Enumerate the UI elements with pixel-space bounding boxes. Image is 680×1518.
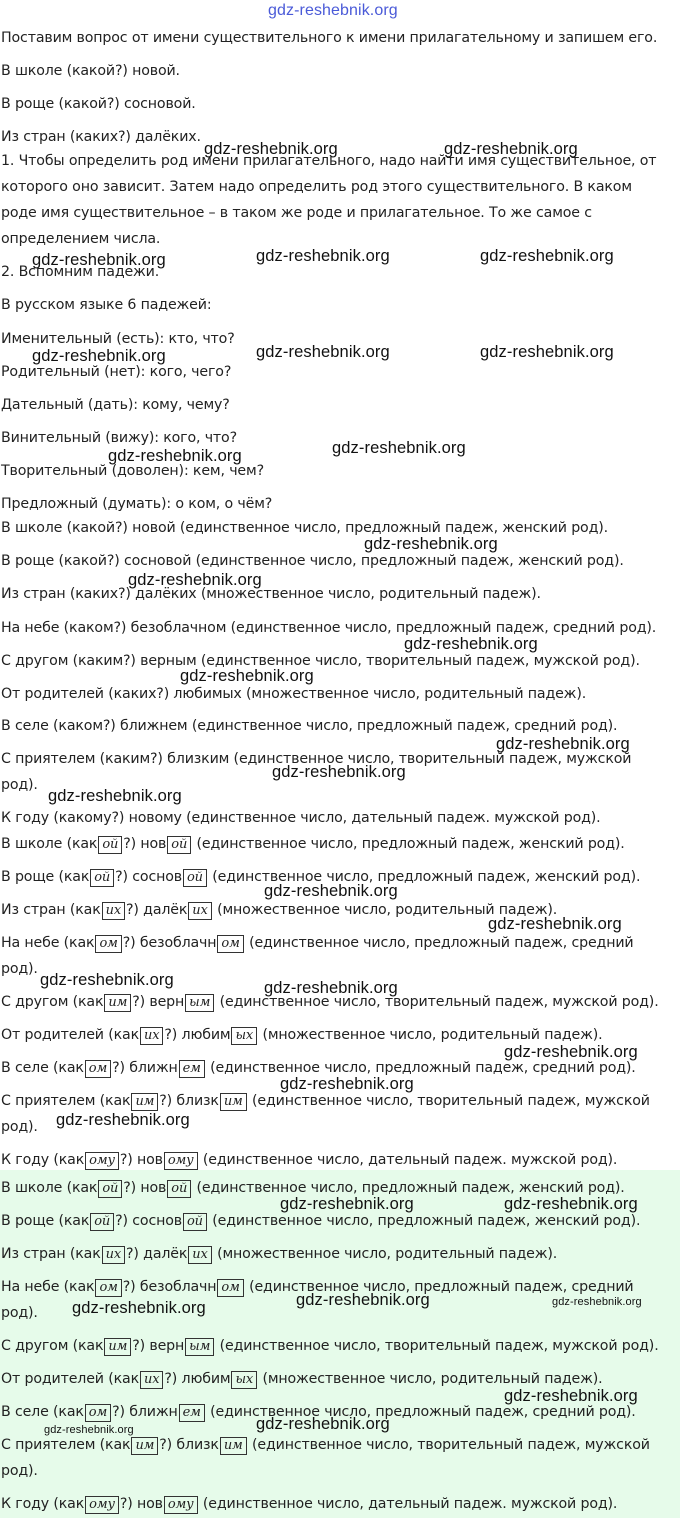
ending-box: ом xyxy=(85,1060,111,1078)
analysis-line: С другом (каким?) верным (единственное число, творительный падеж, мужской род). xyxy=(1,653,640,669)
watermark: gdz-reshebnik.org xyxy=(552,1296,642,1308)
ending-box: им xyxy=(131,1093,158,1111)
ending-box: их xyxy=(188,902,211,920)
question-line: В школе (какой?) новой. xyxy=(1,63,180,79)
ending-line: К году (как ому ?) нов ому (единственное число, дательный падеж. мужской род). xyxy=(1,1152,618,1168)
watermark: gdz-reshebnik.org xyxy=(40,971,174,989)
watermark: gdz-reshebnik.org xyxy=(256,1415,390,1433)
ending-box: их xyxy=(102,1246,125,1264)
analysis-line: В роще (какой?) сосновой (единственное число, предложный падеж, женский род). xyxy=(1,553,624,569)
ending-box: ой xyxy=(167,836,191,854)
ending-box: ой xyxy=(90,1213,114,1231)
ending-box: ой xyxy=(98,1180,122,1198)
ending-line: С приятелем (как им ?) близк им (единственное число, творительный падеж, мужской xyxy=(1,1093,650,1109)
ending-line: С другом (как им ?) верн ым (единственное число, творительный падеж, мужской род). xyxy=(1,1338,659,1354)
watermark: gdz-reshebnik.org xyxy=(108,447,242,465)
ending-box: ой xyxy=(90,869,114,887)
ending-box: им xyxy=(104,1338,131,1356)
ending-line: В роще (как ой ?) соснов ой (единственное число, предложный падеж, женский род). xyxy=(1,1213,641,1229)
watermark: gdz-reshebnik.org xyxy=(56,1111,190,1129)
ending-box: ых xyxy=(231,1027,257,1045)
watermark: gdz-reshebnik.org xyxy=(488,915,622,933)
ending-line: От родителей (как их ?) любим ых (множественное число, родительный падеж). xyxy=(1,1027,603,1043)
ending-box: ым xyxy=(185,994,214,1012)
ending-box: им xyxy=(220,1093,247,1111)
ending-line: С приятелем (как им ?) близк им (единственное число, творительный падеж, мужской xyxy=(1,1437,650,1453)
ending-box: ому xyxy=(164,1152,198,1170)
analysis-line: С приятелем (каким?) близким (единственное число, творительный падеж, мужской xyxy=(1,751,632,767)
case-item: Дательный (дать): кому, чему? xyxy=(1,397,230,413)
ending-box: ом xyxy=(95,1279,121,1297)
ending-line: От родителей (как их ?) любим ых (множественное число, родительный падеж). xyxy=(1,1371,603,1387)
rule-text: которого оно зависит. Затем надо определить род этого существительного. В каком xyxy=(1,179,632,195)
watermark: gdz-reshebnik.org xyxy=(332,439,466,457)
watermark: gdz-reshebnik.org xyxy=(204,140,338,158)
cases-intro: В русском языке 6 падежей: xyxy=(1,297,212,313)
watermark: gdz-reshebnik.org xyxy=(280,1075,414,1093)
watermark: gdz-reshebnik.org xyxy=(496,735,630,753)
rule-heading: 2. Вспомним падежи. xyxy=(1,264,160,280)
ending-line: К году (как ому ?) нов ому (единственное число, дательный падеж. мужской род). xyxy=(1,1496,618,1512)
analysis-line: род). xyxy=(1,777,38,793)
ending-box: ым xyxy=(185,1338,214,1356)
ending-box: ому xyxy=(164,1496,198,1514)
case-item: Именительный (есть): кто, что? xyxy=(1,331,235,347)
ending-line: На небе (как ом ?) безоблачн ом (единственное число, предложный падеж, средний xyxy=(1,1279,634,1295)
ending-box: их xyxy=(102,902,125,920)
ending-line: С другом (как им ?) верн ым (единственное число, творительный падеж, мужской род). xyxy=(1,994,659,1010)
case-item: Предложный (думать): о ком, о чём? xyxy=(1,496,273,512)
watermark: gdz-reshebnik.org xyxy=(504,1195,638,1213)
analysis-line: От родителей (каких?) любимых (множественное число, родительный падеж). xyxy=(1,686,587,702)
ending-box: им xyxy=(220,1437,247,1455)
analysis-line: К году (какому?) новому (единственное число, дательный падеж. мужской род). xyxy=(1,810,601,826)
rule-text: определением числа. xyxy=(1,231,161,247)
ending-line-wrap: род). xyxy=(1,1305,38,1321)
watermark: gdz-reshebnik.org xyxy=(128,571,262,589)
ending-line: В роще (как ой ?) соснов ой (единственное число, предложный падеж, женский род). xyxy=(1,869,641,885)
intro-text: Поставим вопрос от имени существительного к имени прилагательному и запишем его. xyxy=(1,30,658,46)
ending-box: ем xyxy=(179,1404,205,1422)
ending-box: ом xyxy=(217,935,243,953)
ending-box: ом xyxy=(217,1279,243,1297)
watermark: gdz-reshebnik.org xyxy=(444,140,578,158)
ending-box: ом xyxy=(95,935,121,953)
analysis-line: В школе (какой?) новой (единственное число, предложный падеж, женский род). xyxy=(1,520,608,536)
analysis-line: На небе (каком?) безоблачном (единственное число, предложный падеж, средний род). xyxy=(1,620,657,636)
watermark: gdz-reshebnik.org xyxy=(296,1291,430,1309)
ending-box: их xyxy=(188,1246,211,1264)
ending-line: В селе (как ом ?) ближн ем (единственное число, предложный падеж, средний род). xyxy=(1,1060,636,1076)
case-item: Родительный (нет): кого, чего? xyxy=(1,364,232,380)
question-line: Из стран (каких?) далёких. xyxy=(1,129,201,145)
ending-box: ой xyxy=(98,836,122,854)
ending-box: ому xyxy=(85,1152,119,1170)
question-line: В роще (какой?) сосновой. xyxy=(1,96,196,112)
rule-text: 1. Чтобы определить род имени прилагательного, надо найти имя существительное, от xyxy=(1,153,657,169)
ending-box: ом xyxy=(85,1404,111,1422)
watermark: gdz-reshebnik.org xyxy=(404,635,538,653)
ending-box: им xyxy=(104,994,131,1012)
ending-line: В селе (как ом ?) ближн ем (единственное число, предложный падеж, средний род). xyxy=(1,1404,636,1420)
watermark: gdz-reshebnik.org xyxy=(280,1195,414,1213)
watermark: gdz-reshebnik.org xyxy=(272,763,406,781)
watermark: gdz-reshebnik.org xyxy=(72,1299,206,1317)
watermark: gdz-reshebnik.org xyxy=(480,247,614,265)
watermark: gdz-reshebnik.org xyxy=(364,535,498,553)
ending-box: ой xyxy=(183,869,207,887)
ending-line: Из стран (как их ?) далёк их (множественное число, родительный падеж). xyxy=(1,1246,558,1262)
watermark: gdz-reshebnik.org xyxy=(256,343,390,361)
ending-line-wrap: род). xyxy=(1,961,38,977)
ending-box: ому xyxy=(85,1496,119,1514)
watermark: gdz-reshebnik.org xyxy=(44,1424,134,1436)
ending-line: На небе (как ом ?) безоблачн ом (единственное число, предложный падеж, средний xyxy=(1,935,634,951)
watermark: gdz-reshebnik.org xyxy=(504,1387,638,1405)
watermark: gdz-reshebnik.org xyxy=(264,979,398,997)
rule-text: роде имя существительное – в таком же роде и прилагательное. То же самое с xyxy=(1,205,592,221)
ending-line-wrap: род). xyxy=(1,1119,38,1135)
ending-line: В школе (как ой ?) нов ой (единственное число, предложный падеж, женский род). xyxy=(1,1180,625,1196)
site-header-watermark[interactable]: gdz-reshebnik.org xyxy=(268,2,398,19)
watermark: gdz-reshebnik.org xyxy=(32,347,166,365)
watermark: gdz-reshebnik.org xyxy=(504,1043,638,1061)
ending-line-wrap: род). xyxy=(1,1463,38,1479)
analysis-line: Из стран (каких?) далёких (множественное число, родительный падеж). xyxy=(1,586,541,602)
ending-box: их xyxy=(140,1027,163,1045)
ending-box: им xyxy=(131,1437,158,1455)
watermark: gdz-reshebnik.org xyxy=(264,882,398,900)
analysis-line: В селе (каком?) ближнем (единственное число, предложный падеж, средний род). xyxy=(1,718,618,734)
ending-box: ой xyxy=(167,1180,191,1198)
watermark: gdz-reshebnik.org xyxy=(180,667,314,685)
case-item: Винительный (вижу): кого, что? xyxy=(1,430,237,446)
ending-box: ем xyxy=(179,1060,205,1078)
ending-box: их xyxy=(140,1371,163,1389)
ending-line: Из стран (как их ?) далёк их (множественное число, родительный падеж). xyxy=(1,902,558,918)
ending-box: ой xyxy=(183,1213,207,1231)
watermark: gdz-reshebnik.org xyxy=(256,247,390,265)
ending-box: ых xyxy=(231,1371,257,1389)
watermark: gdz-reshebnik.org xyxy=(48,787,182,805)
ending-line: В школе (как ой ?) нов ой (единственное число, предложный падеж, женский род). xyxy=(1,836,625,852)
case-item: Творительный (доволен): кем, чем? xyxy=(1,463,264,479)
watermark: gdz-reshebnik.org xyxy=(32,251,166,269)
watermark: gdz-reshebnik.org xyxy=(480,343,614,361)
